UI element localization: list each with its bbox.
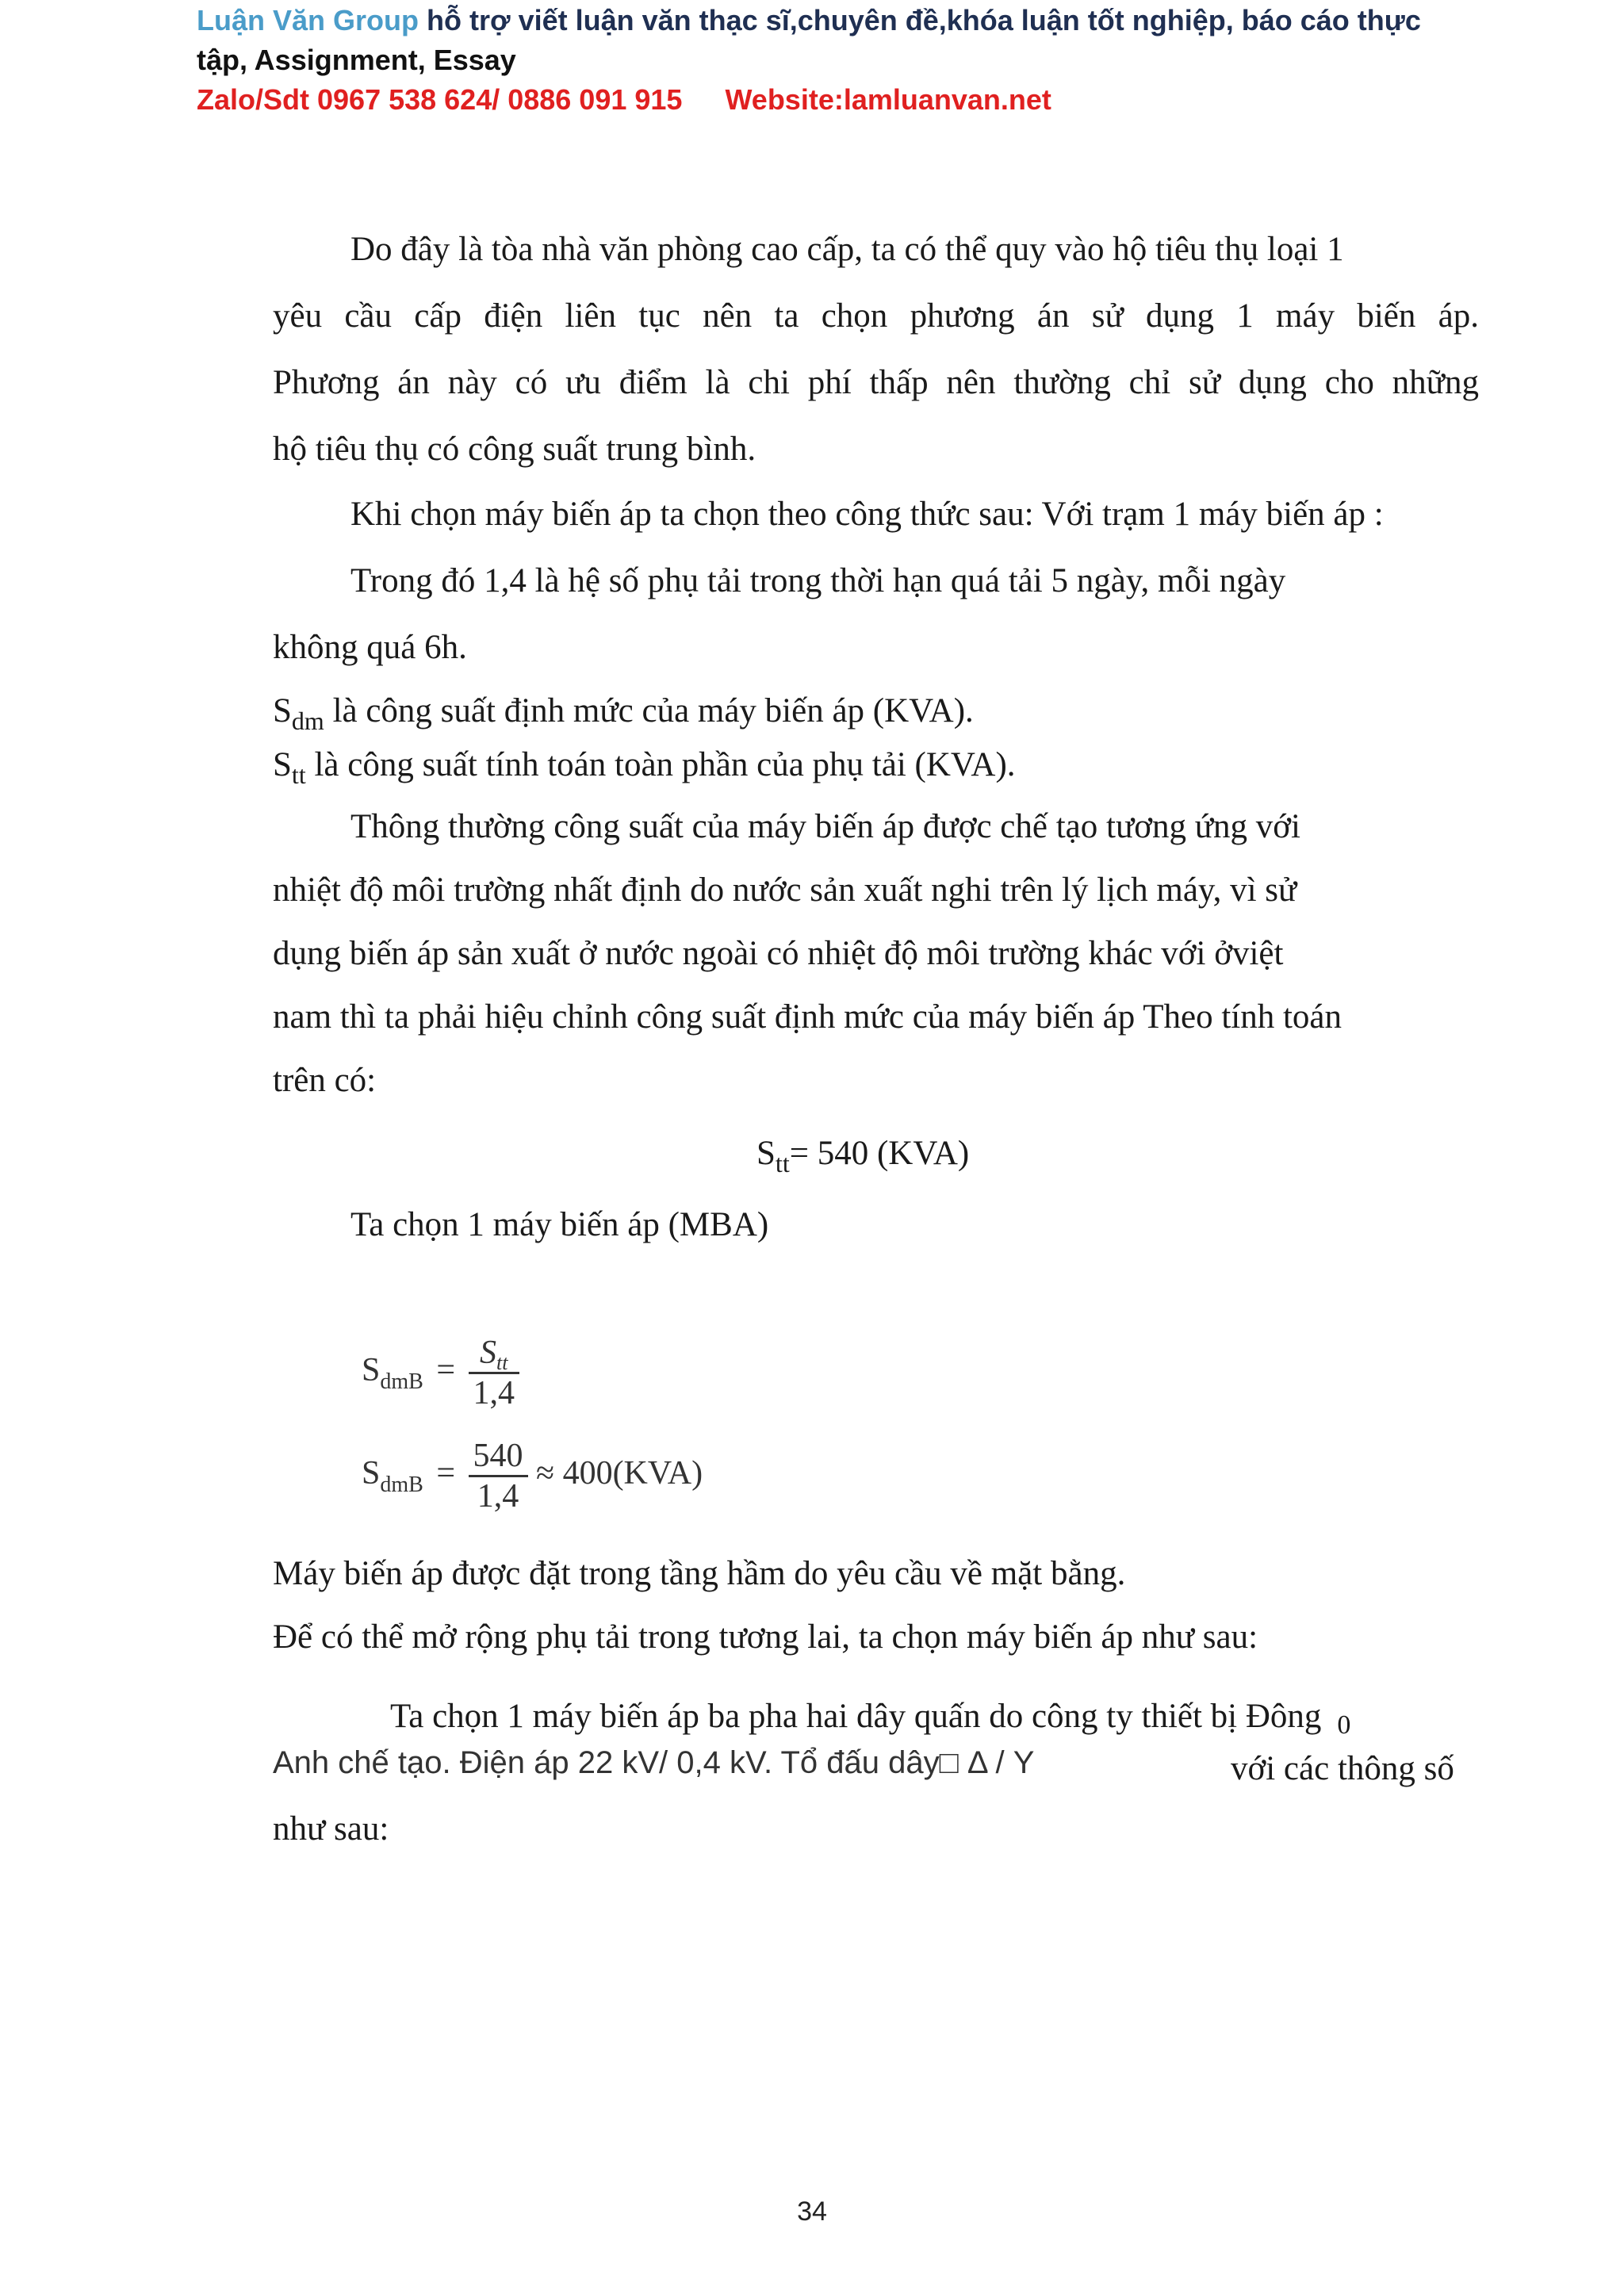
stt-value-symbol: S <box>756 1135 776 1172</box>
formula1-num-sub: tt <box>496 1351 508 1374</box>
brand-name: Luận Văn Group <box>197 4 419 36</box>
header-line-1 <box>197 3 1421 37</box>
para4-line3: dụng biến áp sản xuất ở nước ngoài có nhiệt độ môi trường khác với ởviệt <box>273 935 1284 972</box>
formula2-lhs-sub: dmB <box>380 1473 423 1498</box>
para1-line1: Do đây là tòa nhà văn phòng cao cấp, ta có thể quy vào hộ tiêu thụ loại 1 <box>350 231 1344 268</box>
formula1-numerator <box>469 1334 520 1374</box>
stt-text: là công suất tính toán toàn phần của phụ tải (KVA). <box>305 746 1016 783</box>
para8-line1-zero: 0 <box>1337 1710 1351 1740</box>
formula1-equals: = <box>436 1352 456 1389</box>
para8-line2-end: với các thông số <box>1231 1750 1454 1787</box>
formula2-equals: = <box>436 1455 456 1492</box>
formula2-result: ≈ 400(KVA) <box>536 1455 703 1492</box>
para1-line3: Phương án này có ưu điểm là chi phí thấp nên thường chỉ sử dụng cho những <box>273 364 1479 401</box>
para8-line1-text: Ta chọn 1 máy biến áp ba pha hai dây quấn do công ty thiết bị Đông <box>390 1698 1322 1735</box>
formula1-lhs-sub: dmB <box>380 1369 423 1395</box>
formula1-denominator: 1,4 <box>473 1375 515 1411</box>
stt-definition <box>273 745 1016 789</box>
header-tagline: hỗ trợ viết luận văn thạc sĩ,chuyên đề,khóa luận tốt nghiệp, báo cáo thực <box>419 4 1421 36</box>
para4-line1: Thông thường công suất của máy biến áp được chế tạo tương ứng với <box>350 808 1300 845</box>
para2: Khi chọn máy biến áp ta chọn theo công thức sau: Với trạm 1 máy biến áp : <box>350 496 1384 533</box>
para5: Ta chọn 1 máy biến áp (MBA) <box>350 1206 769 1243</box>
sdm-symbol: S <box>273 692 292 730</box>
formula1-num-symbol: S <box>480 1335 497 1371</box>
page-number: 34 <box>797 2196 827 2227</box>
formula-sdmb-ratio <box>362 1334 519 1412</box>
stt-value <box>756 1134 970 1178</box>
para8-line1 <box>390 1697 1351 1740</box>
para1-line2: yêu cầu cấp điện liên tục nên ta chọn phương án sử dụng 1 máy biến áp. <box>273 297 1479 335</box>
header-tagline-2: tập, Assignment, Essay <box>197 44 516 76</box>
para8-line2-image-text: Anh chế tạo. Điện áp 22 kV/ 0,4 kV. Tổ đấu dây□ Δ / Y <box>273 1745 1035 1780</box>
website-link[interactable]: Website:lamluanvan.net <box>725 83 1051 116</box>
stt-value-text: = 540 (KVA) <box>789 1135 970 1172</box>
para3-line1: Trong đó 1,4 là hệ số phụ tải trong thời hạn quá tải 5 ngày, mỗi ngày <box>350 562 1286 599</box>
stt-value-subscript: tt <box>775 1149 790 1178</box>
formula2-lhs: S <box>362 1455 381 1492</box>
para8-line3: như sau: <box>273 1810 389 1848</box>
header-contact-line <box>197 82 1051 117</box>
stt-subscript: tt <box>291 760 306 789</box>
formula2-denominator: 1,4 <box>477 1478 519 1515</box>
para4-line4: nam thì ta phải hiệu chỉnh công suất định mức của máy biến áp Theo tính toán <box>273 998 1342 1036</box>
formula1-lhs: S <box>362 1352 381 1389</box>
para7: Để có thể mở rộng phụ tải trong tương lai, ta chọn máy biến áp như sau: <box>273 1618 1258 1656</box>
para4-line5: trên có: <box>273 1062 377 1099</box>
formula1-fraction <box>469 1334 520 1412</box>
formula2-numerator: 540 <box>469 1437 528 1477</box>
contact-phone: Zalo/Sdt 0967 538 624/ 0886 091 915 <box>197 83 683 116</box>
formula2-fraction <box>469 1437 528 1515</box>
stt-symbol: S <box>273 746 292 783</box>
sdm-definition <box>273 691 974 735</box>
para4-line2: nhiệt độ môi trường nhất định do nước sản xuất nghi trên lý lịch máy, vì sử <box>273 871 1297 909</box>
sdm-subscript: dm <box>291 707 324 735</box>
formula-sdmb-value <box>362 1437 703 1515</box>
para6: Máy biến áp được đặt trong tầng hầm do yêu cầu về mặt bằng. <box>273 1555 1126 1592</box>
para1-line4: hộ tiêu thụ có công suất trung bình. <box>273 431 756 468</box>
para3-line2: không quá 6h. <box>273 629 467 666</box>
sdm-text: là công suất định mức của máy biến áp (KVA). <box>324 692 974 730</box>
